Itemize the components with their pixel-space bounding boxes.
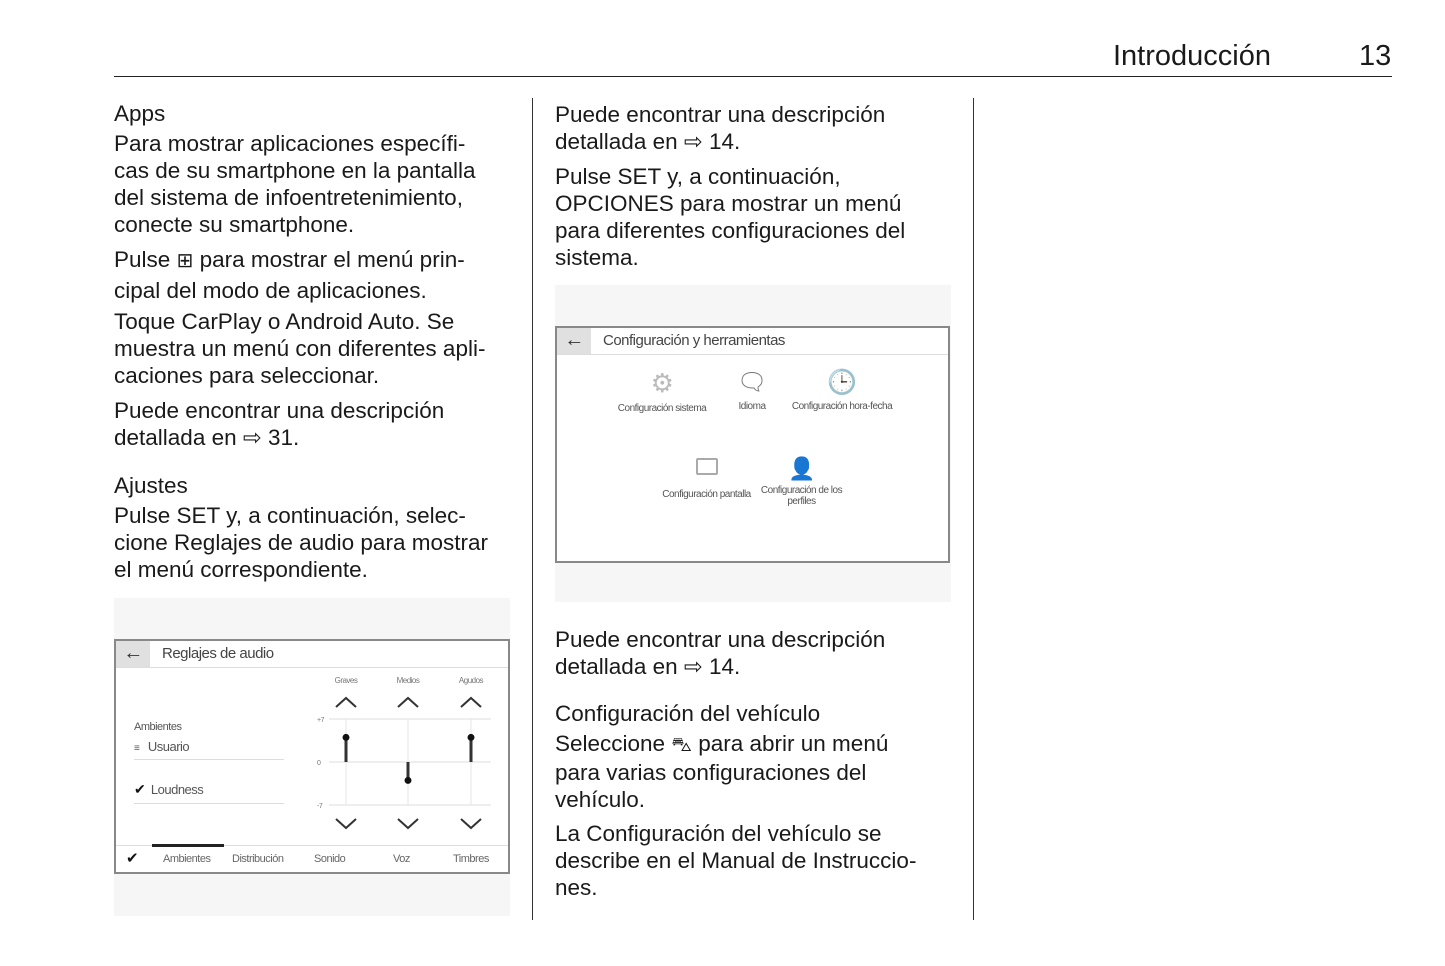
column-divider xyxy=(532,98,533,920)
text-line: vehículo. xyxy=(555,787,646,812)
text-line: para varias configuraciones del xyxy=(555,760,867,785)
apps-grid-icon: ⊞ xyxy=(176,250,194,272)
menu-item-config-sistema[interactable] xyxy=(612,368,712,414)
item-label: Configuración hora-fecha xyxy=(791,401,893,412)
vehicle-icon: ⛍ xyxy=(671,734,692,756)
page-reference-link[interactable]: 14. xyxy=(709,129,741,154)
slider-knob[interactable] xyxy=(468,734,475,741)
tab-voz[interactable]: Voz xyxy=(393,853,410,865)
scale-label: 0 xyxy=(317,760,321,767)
back-arrow-icon[interactable]: ← xyxy=(557,328,591,354)
text-line: conecte su smartphone. xyxy=(114,212,355,237)
ambientes-row[interactable]: ≡ Usuario xyxy=(134,739,284,760)
band-label: Medios xyxy=(396,676,420,685)
right-paragraph-3 xyxy=(555,626,885,680)
item-label: Configuración sistema xyxy=(617,403,707,414)
text-line: muestra un menú con diferentes apli- xyxy=(114,336,486,361)
text-line: Puede encontrar una descripción xyxy=(555,102,886,127)
page-reference-icon: ⇨ xyxy=(683,654,703,679)
chevron-down-icon[interactable] xyxy=(461,819,481,828)
active-tab-indicator xyxy=(152,844,224,847)
chevron-up-icon[interactable] xyxy=(461,698,481,707)
text-line: sistema. xyxy=(555,245,639,270)
text: para abrir un menú xyxy=(698,731,889,756)
apps-paragraph-3 xyxy=(114,308,485,389)
chevron-up-icon[interactable] xyxy=(336,698,356,707)
title-bar xyxy=(557,328,948,355)
ajustes-paragraph xyxy=(114,502,488,583)
menu-item-config-pantalla[interactable] xyxy=(659,458,754,500)
page-reference-icon: ⇨ xyxy=(683,129,703,154)
item-label: Configuración de los perfiles xyxy=(760,485,843,507)
equalizer xyxy=(311,671,496,841)
menu-item-config-hora-fecha[interactable] xyxy=(787,368,897,412)
page-reference-link[interactable]: 31. xyxy=(268,425,300,450)
language-bubbles-icon: 🗨 xyxy=(737,369,767,396)
back-arrow-icon[interactable]: ← xyxy=(116,641,150,667)
text-line: describe en el Manual de Instruccio- xyxy=(555,848,917,873)
menu-item-idioma[interactable] xyxy=(727,368,777,412)
apps-paragraph-2 xyxy=(114,245,465,305)
item-label: Configuración pantalla xyxy=(662,489,751,500)
ambientes-label: Ambientes xyxy=(134,721,182,733)
text-line: Puede encontrar una descripción xyxy=(555,627,886,652)
right-paragraph-1 xyxy=(555,101,885,155)
ambientes-value: Usuario xyxy=(147,739,190,754)
text-line: Para mostrar aplicaciones específi- xyxy=(114,131,466,156)
header-rule xyxy=(114,76,1392,77)
text-line: cas de su smartphone en la pantalla xyxy=(114,158,476,183)
vehiculo-paragraph-2 xyxy=(555,820,916,901)
page-reference-icon: ⇨ xyxy=(242,425,262,450)
section-title: Introducción xyxy=(1113,40,1271,72)
chevron-down-icon[interactable] xyxy=(398,819,418,828)
apps-heading: Apps xyxy=(114,101,166,126)
tab-timbres[interactable]: Timbres xyxy=(453,853,489,865)
text: para mostrar el menú prin- xyxy=(199,247,465,272)
text: detallada en xyxy=(114,425,237,450)
apps-paragraph-1 xyxy=(114,130,475,238)
text-line: Pulse SET y, a continuación, selec- xyxy=(114,503,466,528)
band-label: Graves xyxy=(334,676,358,685)
right-paragraph-2 xyxy=(555,163,905,271)
page-reference-link[interactable]: 14. xyxy=(709,654,741,679)
chevron-up-icon[interactable] xyxy=(398,698,418,707)
text: detallada en xyxy=(555,129,678,154)
text-line: cione Reglajes de audio para mostrar xyxy=(114,530,488,555)
text-line: caciones para seleccionar. xyxy=(114,363,380,388)
screen-title: Configuración y herramientas xyxy=(603,332,785,349)
text: Seleccione xyxy=(555,731,666,756)
text-line: Puede encontrar una descripción xyxy=(114,398,445,423)
scale-label: +7 xyxy=(317,717,324,724)
clock-calendar-icon: 🕒 xyxy=(827,369,857,396)
check-icon: ✔ xyxy=(134,781,146,797)
confirm-check-icon[interactable]: ✔ xyxy=(126,850,139,867)
chevron-down-icon[interactable] xyxy=(336,819,356,828)
text-line: OPCIONES para mostrar un menú xyxy=(555,191,902,216)
text-line: cipal del modo de aplicaciones. xyxy=(114,278,427,303)
slider-knob[interactable] xyxy=(405,777,412,784)
text-line: Toque CarPlay o Android Auto. Se xyxy=(114,309,455,334)
vehiculo-heading: Configuración del vehículo xyxy=(555,701,821,726)
page-number: 13 xyxy=(1359,40,1392,72)
text-line: nes. xyxy=(555,875,598,900)
loudness-label: Loudness xyxy=(150,782,204,797)
audio-settings-screen xyxy=(114,639,510,874)
apps-paragraph-4 xyxy=(114,397,444,451)
band-label: Agudos xyxy=(458,676,484,685)
menu-item-config-perfiles[interactable] xyxy=(749,458,854,507)
text: Pulse xyxy=(114,247,171,272)
title-bar xyxy=(116,641,508,668)
profile-icon: 👤 xyxy=(788,456,815,481)
tab-ambientes[interactable]: Ambientes xyxy=(163,853,211,865)
text-line: La Configuración del vehículo se xyxy=(555,821,882,846)
slider-knob[interactable] xyxy=(343,734,350,741)
text: detallada en xyxy=(555,654,678,679)
tab-sonido[interactable]: Sonido xyxy=(314,853,346,865)
config-tools-screen xyxy=(555,326,950,563)
scale-label: -7 xyxy=(317,803,323,810)
screen-icon xyxy=(696,458,718,475)
vehiculo-paragraph-1 xyxy=(555,730,888,813)
loudness-checkbox[interactable] xyxy=(134,781,284,804)
tab-distribucion[interactable]: Distribución xyxy=(232,853,284,865)
text-line: para diferentes configuraciones del xyxy=(555,218,906,243)
gears-icon: ⚙ xyxy=(650,368,674,398)
text-line: del sistema de infoentretenimiento, xyxy=(114,185,463,210)
text-line: Pulse SET y, a continuación, xyxy=(555,164,841,189)
column-divider xyxy=(973,98,974,920)
ajustes-heading: Ajustes xyxy=(114,473,188,498)
text-line: el menú correspondiente. xyxy=(114,557,368,582)
item-label: Idioma xyxy=(738,401,766,412)
screen-title: Reglajes de audio xyxy=(162,645,274,662)
